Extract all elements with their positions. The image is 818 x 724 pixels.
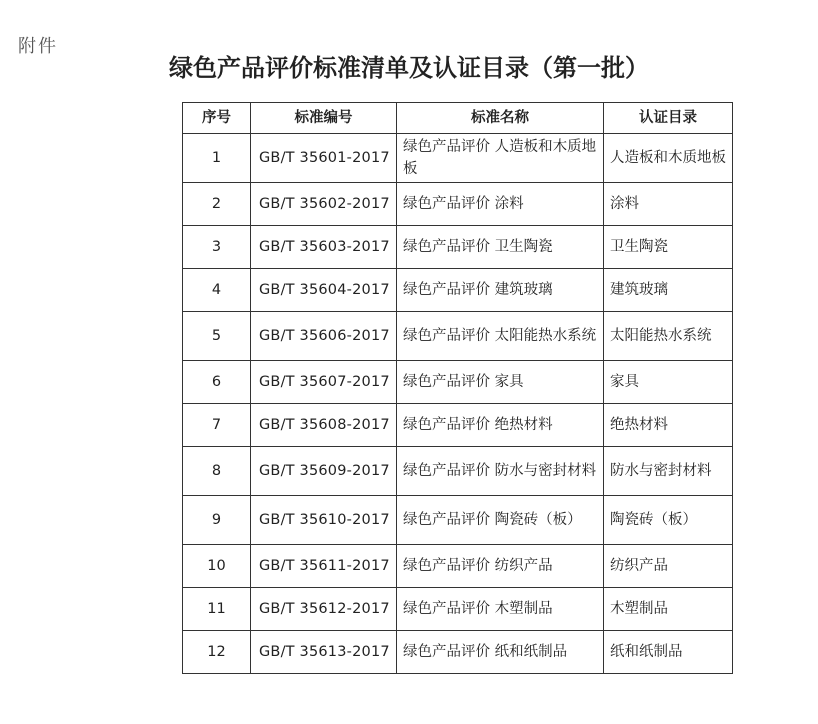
table-row <box>183 312 733 361</box>
row-standard-code: GB/T 35610-2017 <box>251 496 397 545</box>
header-number: 序号 <box>183 103 251 134</box>
row-certification-catalog: 纸和纸制品 <box>604 631 733 674</box>
row-standard-code: GB/T 35611-2017 <box>251 545 397 588</box>
row-standard-name: 绿色产品评价 防水与密封材料 <box>397 447 604 496</box>
row-standard-name: 绿色产品评价 纸和纸制品 <box>397 631 604 674</box>
row-certification-catalog: 木塑制品 <box>604 588 733 631</box>
row-standard-name: 绿色产品评价 绝热材料 <box>397 404 604 447</box>
row-number: 6 <box>183 361 251 404</box>
table-row <box>183 588 733 631</box>
row-certification-catalog: 纺织产品 <box>604 545 733 588</box>
row-standard-name: 绿色产品评价 陶瓷砖（板） <box>397 496 604 545</box>
row-number: 2 <box>183 183 251 226</box>
header-standard-name: 标准名称 <box>397 103 604 134</box>
row-standard-code: GB/T 35612-2017 <box>251 588 397 631</box>
table-row <box>183 545 733 588</box>
row-number: 1 <box>183 134 251 183</box>
row-standard-name: 绿色产品评价 纺织产品 <box>397 545 604 588</box>
row-number: 5 <box>183 312 251 361</box>
row-standard-name: 绿色产品评价 太阳能热水系统 <box>397 312 604 361</box>
row-certification-catalog: 涂料 <box>604 183 733 226</box>
row-standard-code: GB/T 35613-2017 <box>251 631 397 674</box>
row-certification-catalog: 防水与密封材料 <box>604 447 733 496</box>
row-certification-catalog: 家具 <box>604 361 733 404</box>
standards-table <box>182 102 733 674</box>
row-standard-name: 绿色产品评价 涂料 <box>397 183 604 226</box>
table-row <box>183 134 733 183</box>
row-standard-name: 绿色产品评价 卫生陶瓷 <box>397 226 604 269</box>
table-row <box>183 183 733 226</box>
row-standard-code: GB/T 35609-2017 <box>251 447 397 496</box>
row-number: 4 <box>183 269 251 312</box>
row-number: 10 <box>183 545 251 588</box>
header-standard-code: 标准编号 <box>251 103 397 134</box>
table-row <box>183 496 733 545</box>
row-standard-code: GB/T 35603-2017 <box>251 226 397 269</box>
table-header-row <box>183 103 733 134</box>
row-certification-catalog: 人造板和木质地板 <box>604 134 733 183</box>
row-number: 8 <box>183 447 251 496</box>
row-standard-code: GB/T 35602-2017 <box>251 183 397 226</box>
row-number: 9 <box>183 496 251 545</box>
row-standard-name: 绿色产品评价 建筑玻璃 <box>397 269 604 312</box>
row-standard-code: GB/T 35608-2017 <box>251 404 397 447</box>
table-row <box>183 404 733 447</box>
row-number: 11 <box>183 588 251 631</box>
attachment-label: 附件 <box>18 36 58 57</box>
row-certification-catalog: 卫生陶瓷 <box>604 226 733 269</box>
row-number: 12 <box>183 631 251 674</box>
row-standard-code: GB/T 35604-2017 <box>251 269 397 312</box>
row-standard-code: GB/T 35607-2017 <box>251 361 397 404</box>
table-row <box>183 361 733 404</box>
row-standard-name: 绿色产品评价 家具 <box>397 361 604 404</box>
header-certification-catalog: 认证目录 <box>604 103 733 134</box>
document-title: 绿色产品评价标准清单及认证目录（第一批） <box>169 53 649 82</box>
row-number: 7 <box>183 404 251 447</box>
row-certification-catalog: 绝热材料 <box>604 404 733 447</box>
row-certification-catalog: 太阳能热水系统 <box>604 312 733 361</box>
table-row <box>183 447 733 496</box>
row-standard-name: 绿色产品评价 人造板和木质地板 <box>397 134 604 183</box>
table-row <box>183 226 733 269</box>
row-certification-catalog: 建筑玻璃 <box>604 269 733 312</box>
row-standard-code: GB/T 35606-2017 <box>251 312 397 361</box>
table-row <box>183 269 733 312</box>
row-certification-catalog: 陶瓷砖（板） <box>604 496 733 545</box>
row-number: 3 <box>183 226 251 269</box>
table-row <box>183 631 733 674</box>
row-standard-name: 绿色产品评价 木塑制品 <box>397 588 604 631</box>
row-standard-code: GB/T 35601-2017 <box>251 134 397 183</box>
